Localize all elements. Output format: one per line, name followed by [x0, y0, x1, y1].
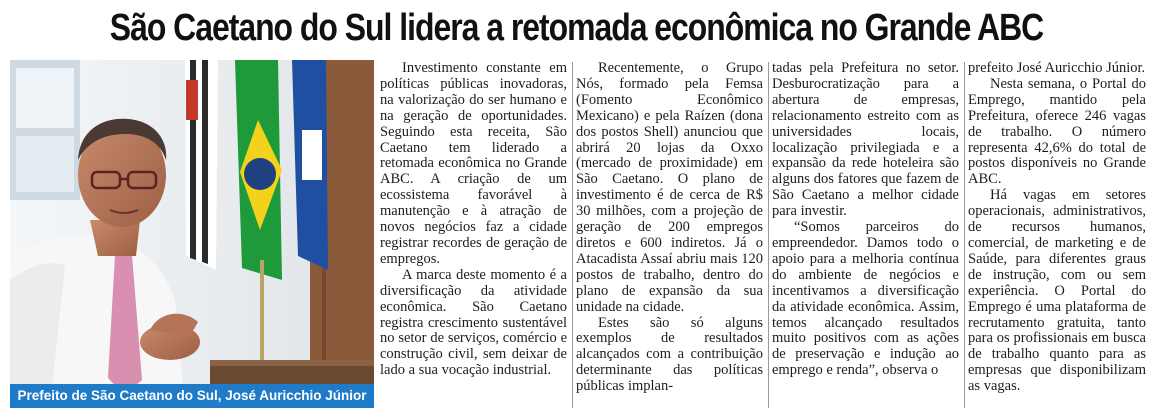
paragraph: tadas pela Prefeitura no setor. Desburocratização para a abertura de empresas, relacionamento estreito com as universidades locais, localização privilegiada e a expansão da rede hoteleira são alguns dos fatores que fazem de São Caetano a melhor cidade para investir.	[772, 61, 959, 220]
article-column-3	[772, 61, 959, 411]
paragraph: Recentemente, o Grupo Nós, formado pela Femsa (Fomento Econômico Mexicano) e pela Raízen (dona dos postos Shell) anunciou que abrirá 20 lojas da Oxxo (mercado de proximidade) em São Caetano. O plano de investimento é de cerca de R$ 30 milhões, com a projeção de geração de 200 empregos diretos e 600 indiretos. Já o Atacadista Assaí abriu mais 120 postos de trabalho, dentro do plano de expansão da sua unidade na cidade.	[576, 61, 763, 315]
paragraph: “Somos parceiros do empreendedor. Damos todo o apoio para a melhoria contínua do ambiente de negócios e incentivamos a diversificação da atividade econômica. Assim, temos alcançado resultados muito positivos com as ações de preservação e indução ao emprego e renda”, observa o	[772, 219, 959, 379]
paragraph: A marca deste momento é a diversificação da atividade econômica. São Caetano registra crescimento sustentável no setor de serviços, comércio e construção civil, sem deixar de lado a sua vocação industrial.	[380, 266, 567, 379]
photo-caption: Prefeito de São Caetano do Sul, José Auricchio Júnior	[10, 384, 374, 408]
article-photo	[10, 60, 374, 408]
column-divider	[964, 62, 965, 408]
article-column-1	[380, 61, 567, 411]
paragraph: Há vagas em setores operacionais, administrativos, de recursos humanos, comercial, de marketing e de Saúde, para diferentes graus de instrução, com ou sem experiência. O Portal do Emprego é uma plataforma de recrutamento gratuita, tanto para os profissionais em busca de trabalho quanto para as empresas que disponibilizam as vagas.	[968, 187, 1146, 395]
article-headline: São Caetano do Sul lidera a retomada econômica no Grande ABC	[109, 7, 1044, 49]
article-column-4	[968, 61, 1146, 411]
photo-illustration	[10, 60, 374, 408]
column-divider	[768, 62, 769, 408]
paragraph: Nesta semana, o Portal do Emprego, mantido pela Prefeitura, oferece 246 vagas de trabalho. O número representa 42,6% do total de postos disponíveis no Grande ABC.	[968, 75, 1146, 188]
paragraph: Estes são só alguns exemplos de resultados alcançados com a contribuição determinante das políticas públicas implan-	[576, 314, 763, 395]
column-divider	[572, 62, 573, 408]
paragraph: Investimento constante em políticas públicas inovadoras, na valorização do ser humano e na geração de oportunidades. Seguindo esta receita, São Caetano tem liderado a retomada econômica no Grande ABC. A criação de um ecossistema favorável à manutenção e à atração de novos negócios faz a cidade registrar recordes de geração de empregos.	[380, 61, 567, 267]
article-column-2	[576, 61, 763, 411]
paragraph: prefeito José Auricchio Júnior.	[968, 61, 1146, 76]
